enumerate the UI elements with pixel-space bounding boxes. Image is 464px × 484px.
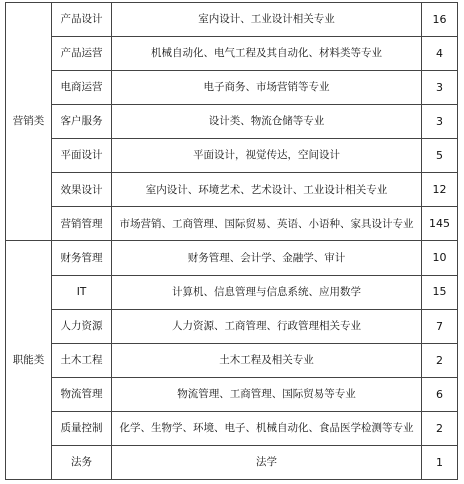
- majors-cell: 室内设计、环境艺术、艺术设计、工业设计相关专业: [112, 173, 422, 207]
- table-row: [6, 173, 458, 207]
- majors-cell: 物流管理、工商管理、国际贸易等专业: [112, 377, 422, 411]
- majors-cell: 法学: [112, 445, 422, 479]
- count-cell: 3: [422, 105, 458, 139]
- table-row: [6, 445, 458, 479]
- position-cell: 营销管理: [52, 207, 112, 241]
- table-row: [6, 3, 458, 37]
- table-row: [6, 275, 458, 309]
- table-row: [6, 309, 458, 343]
- position-cell: 财务管理: [52, 241, 112, 275]
- count-cell: 2: [422, 411, 458, 445]
- position-cell: 物流管理: [52, 377, 112, 411]
- position-cell: 产品设计: [52, 3, 112, 37]
- category-cell: 营销类: [6, 3, 52, 241]
- position-cell: 客户服务: [52, 105, 112, 139]
- position-cell: 质量控制: [52, 411, 112, 445]
- table-row: [6, 343, 458, 377]
- majors-cell: 财务管理、会计学、金融学、审计: [112, 241, 422, 275]
- majors-cell: 平面设计，视觉传达，空间设计: [112, 139, 422, 173]
- majors-cell: 市场营销、工商管理、国际贸易、英语、小语种、家具设计专业: [112, 207, 422, 241]
- count-cell: 16: [422, 3, 458, 37]
- table-row: [6, 37, 458, 71]
- majors-cell: 电子商务、市场营销等专业: [112, 71, 422, 105]
- recruitment-table: [5, 2, 458, 480]
- majors-cell: 人力资源、工商管理、行政管理相关专业: [112, 309, 422, 343]
- table-row: [6, 71, 458, 105]
- table-row: [6, 105, 458, 139]
- table-row: [6, 411, 458, 445]
- count-cell: 10: [422, 241, 458, 275]
- count-cell: 4: [422, 37, 458, 71]
- category-cell: 职能类: [6, 241, 52, 480]
- majors-cell: 设计类、物流仓储等专业: [112, 105, 422, 139]
- count-cell: 7: [422, 309, 458, 343]
- count-cell: 6: [422, 377, 458, 411]
- count-cell: 3: [422, 71, 458, 105]
- position-cell: 土木工程: [52, 343, 112, 377]
- count-cell: 1: [422, 445, 458, 479]
- position-cell: IT: [52, 275, 112, 309]
- position-cell: 平面设计: [52, 139, 112, 173]
- count-cell: 2: [422, 343, 458, 377]
- position-cell: 产品运营: [52, 37, 112, 71]
- position-cell: 效果设计: [52, 173, 112, 207]
- majors-cell: 机械自动化、电气工程及其自动化、材料类等专业: [112, 37, 422, 71]
- majors-cell: 室内设计、工业设计相关专业: [112, 3, 422, 37]
- majors-cell: 土木工程及相关专业: [112, 343, 422, 377]
- majors-cell: 化学、生物学、环境、电子、机械自动化、食品医学检测等专业: [112, 411, 422, 445]
- table-row: [6, 377, 458, 411]
- count-cell: 145: [422, 207, 458, 241]
- position-cell: 电商运营: [52, 71, 112, 105]
- table-row: [6, 241, 458, 275]
- count-cell: 12: [422, 173, 458, 207]
- table-row: [6, 139, 458, 173]
- position-cell: 法务: [52, 445, 112, 479]
- count-cell: 15: [422, 275, 458, 309]
- position-cell: 人力资源: [52, 309, 112, 343]
- majors-cell: 计算机、信息管理与信息系统、应用数学: [112, 275, 422, 309]
- count-cell: 5: [422, 139, 458, 173]
- table-row: [6, 207, 458, 241]
